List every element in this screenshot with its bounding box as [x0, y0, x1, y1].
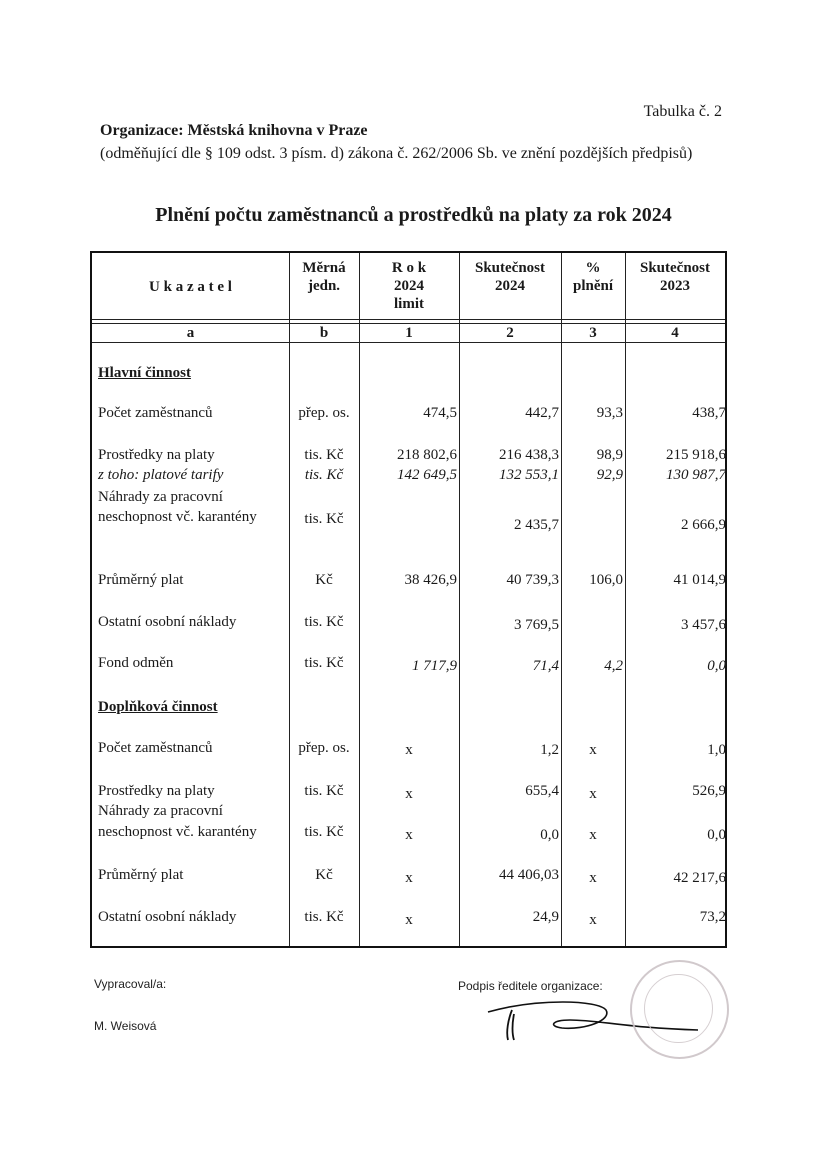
row-actual-2024: 44 406,03: [499, 867, 559, 883]
row-unit: tis. Kč: [304, 909, 344, 925]
row-actual-2024: 0,0: [540, 827, 559, 843]
column-header-limit: R o k 2024 limit: [391, 260, 427, 312]
row-actual-2024: 216 438,3: [499, 447, 559, 463]
row-limit: x: [405, 912, 413, 928]
prepared-by-name: M. Weisová: [94, 1019, 157, 1033]
row-percent: x: [589, 742, 597, 758]
row-label: Počet zaměstnanců: [98, 740, 213, 756]
row-actual-2024: 132 553,1: [499, 467, 559, 483]
column-header-indicator: U k a z a t e l: [149, 279, 232, 295]
row-label: Průměrný plat: [98, 867, 184, 883]
row-actual-2023: 0,0: [707, 827, 726, 843]
column-code: 2: [506, 325, 514, 341]
row-limit: 142 649,5: [397, 467, 457, 483]
row-actual-2023: 0,0: [707, 658, 726, 674]
row-actual-2024: 2 435,7: [514, 517, 559, 533]
row-actual-2024: 442,7: [525, 405, 559, 421]
row-label: Počet zaměstnanců: [98, 405, 213, 421]
row-unit: tis. Kč: [304, 447, 344, 463]
row-label: Fond odměn: [98, 655, 174, 671]
row-actual-2023: 130 987,7: [666, 467, 726, 483]
row-percent: x: [589, 870, 597, 886]
row-percent: x: [589, 827, 597, 843]
row-actual-2024: 655,4: [525, 783, 559, 799]
column-code: b: [319, 325, 329, 341]
row-unit: Kč: [315, 572, 333, 588]
row-label: Prostředky na platy: [98, 783, 215, 799]
row-unit: tis. Kč: [304, 614, 344, 630]
row-actual-2023: 73,2: [699, 909, 726, 925]
row-label-continuation: neschopnost vč. karantény: [98, 509, 257, 525]
row-unit: tis. Kč: [304, 511, 344, 527]
row-unit: přep. os.: [298, 740, 350, 756]
row-actual-2023: 41 014,9: [673, 572, 726, 588]
row-actual-2024: 3 769,5: [514, 617, 559, 633]
column-header-unit: Měrná jedn.: [302, 260, 346, 294]
row-percent: 92,9: [596, 467, 623, 483]
row-actual-2023: 1,0: [707, 742, 726, 758]
row-percent: 98,9: [596, 447, 623, 463]
row-limit: 1 717,9: [412, 658, 457, 674]
official-stamp: [630, 960, 729, 1059]
row-percent: 93,3: [596, 405, 623, 421]
organization-name: Organizace: Městská knihovna v Praze: [100, 122, 368, 139]
row-limit: x: [405, 827, 413, 843]
row-actual-2023: 3 457,6: [681, 617, 726, 633]
row-label: Ostatní osobní náklady: [98, 614, 237, 630]
row-limit: x: [405, 742, 413, 758]
row-actual-2023: 438,7: [692, 405, 726, 421]
row-actual-2024: 71,4: [532, 658, 559, 674]
row-unit: tis. Kč: [304, 467, 344, 483]
row-percent: x: [589, 786, 597, 802]
table-number: Tabulka č. 2: [643, 103, 722, 120]
row-label: Náhrady za pracovní: [98, 489, 223, 505]
row-actual-2024: 1,2: [540, 742, 559, 758]
column-header-actual-2023: Skutečnost 2023: [639, 260, 710, 294]
row-limit: 38 426,9: [404, 572, 457, 588]
legal-note: (odměňující dle § 109 odst. 3 písm. d) zákona č. 262/2006 Sb. ve znění pozdějších předpisů): [100, 145, 693, 162]
column-code: 4: [671, 325, 679, 341]
column-code: 3: [589, 325, 597, 341]
row-actual-2023: 2 666,9: [681, 517, 726, 533]
row-unit: tis. Kč: [304, 655, 344, 671]
row-label: Průměrný plat: [98, 572, 184, 588]
prepared-by-label: Vypracoval/a:: [94, 977, 167, 991]
row-actual-2023: 42 217,6: [673, 870, 726, 886]
row-label: z toho: platové tarify: [98, 467, 224, 483]
row-label: Náhrady za pracovní: [98, 803, 223, 819]
row-actual-2023: 526,9: [692, 783, 726, 799]
row-limit: x: [405, 786, 413, 802]
row-unit: tis. Kč: [304, 824, 344, 840]
signature-label: Podpis ředitele organizace:: [458, 979, 603, 993]
section-title-supplementary: Doplňková činnost: [98, 699, 218, 715]
row-limit: x: [405, 870, 413, 886]
row-actual-2024: 40 739,3: [506, 572, 559, 588]
column-code: 1: [405, 325, 413, 341]
row-unit: Kč: [315, 867, 333, 883]
document-title: Plnění počtu zaměstnanců a prostředků na platy za rok 2024: [155, 204, 672, 226]
section-title-main: Hlavní činnost: [98, 365, 191, 381]
row-limit: 474,5: [423, 405, 457, 421]
row-label: Ostatní osobní náklady: [98, 909, 237, 925]
row-divider: [92, 319, 725, 320]
column-code: a: [186, 325, 195, 341]
row-percent: 106,0: [589, 572, 623, 588]
row-percent: x: [589, 912, 597, 928]
staffing-table: [90, 251, 727, 948]
row-unit: přep. os.: [298, 405, 350, 421]
column-header-percent: % plnění: [572, 260, 614, 294]
column-divider: [289, 253, 290, 946]
row-divider: [92, 342, 725, 343]
row-label-continuation: neschopnost vč. karantény: [98, 824, 257, 840]
row-percent: 4,2: [604, 658, 623, 674]
row-actual-2024: 24,9: [532, 909, 559, 925]
row-actual-2023: 215 918,6: [666, 447, 726, 463]
stamp-inner-ring: [644, 974, 713, 1043]
row-unit: tis. Kč: [304, 783, 344, 799]
column-header-actual-2024: Skutečnost 2024: [474, 260, 545, 294]
row-limit: 218 802,6: [397, 447, 457, 463]
row-label: Prostředky na platy: [98, 447, 215, 463]
